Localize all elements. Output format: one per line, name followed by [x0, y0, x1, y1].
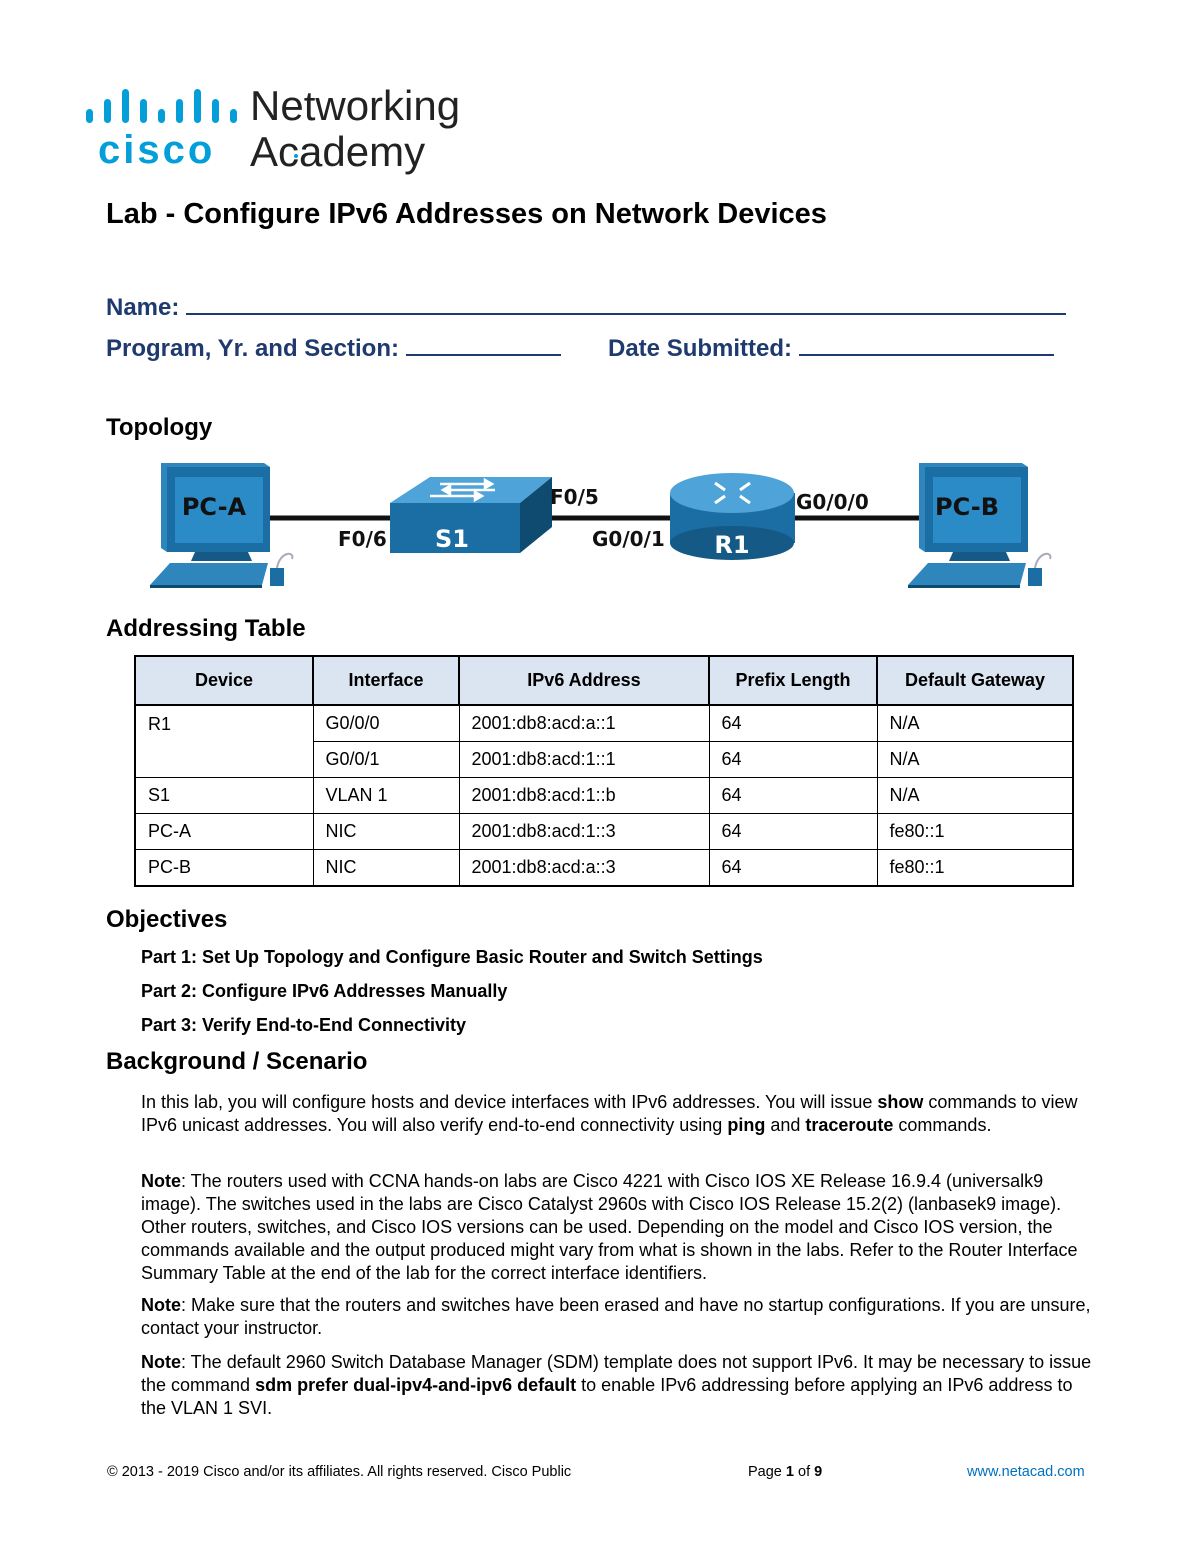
cell-gateway: N/A [877, 705, 1073, 742]
port-g000-label: G0/0/0 [796, 490, 869, 514]
bg-cmd-traceroute: traceroute [805, 1115, 894, 1135]
s1-label: S1 [435, 525, 469, 553]
page-title: Lab - Configure IPv6 Addresses on Network Devices [106, 198, 827, 230]
pc-b-label: PC-B [934, 493, 1000, 521]
cell-gateway: N/A [877, 742, 1073, 778]
table-row [135, 850, 1073, 887]
cisco-networking-academy-logo [82, 82, 482, 183]
page-total: 9 [814, 1464, 823, 1480]
note-label: Note [141, 1352, 181, 1372]
topology-diagram [140, 455, 1060, 595]
objective-part1: Part 1: Set Up Topology and Configure Basic Router and Switch Settings [141, 947, 763, 967]
cell-device: PC-A [135, 814, 313, 850]
topology-heading: Topology [106, 414, 213, 441]
cell-prefix: 64 [709, 814, 877, 850]
program-label: Program, Yr. and Section: [106, 335, 399, 362]
cisco-wordmark: cisco [98, 128, 216, 172]
port-f06-label: F0/6 [338, 527, 387, 551]
page-prefix: Page [748, 1464, 786, 1480]
r1-label: R1 [714, 531, 750, 559]
note-text: : The routers used with CCNA hands-on labs are Cisco 4221 with Cisco IOS XE Release 16.9.4 (universalk9 image). The switches used in the labs are Cisco Catalyst 2960s with Cisco IOS Release 15.2(2) (lanbasek9 image). Other routers, switches, and Cisco IOS versions can be used. Depending on the model and Cisco IOS version, the commands available and the output produced might vary from what is shown in the labs. Refer to the Router Interface Summary Table at the end of the lab for the correct interface identifiers. [141, 1171, 1078, 1283]
cell-device: PC-B [135, 850, 313, 887]
port-f05-label: F0/5 [550, 485, 599, 509]
program-field[interactable] [406, 332, 561, 356]
note-label: Note [141, 1171, 181, 1191]
page-current: 1 [785, 1464, 794, 1480]
name-line [106, 291, 1066, 322]
header-device: Device [135, 656, 313, 705]
date-label: Date Submitted: [608, 335, 793, 362]
bg-text: and [765, 1115, 806, 1135]
cell-interface: NIC [313, 850, 459, 887]
background-heading: Background / Scenario [106, 1048, 368, 1075]
date-line [608, 332, 1054, 363]
cell-prefix: 64 [709, 705, 877, 742]
cell-interface: G0/0/0 [313, 705, 459, 742]
logo-academy: Academy [250, 128, 426, 175]
addressing-heading: Addressing Table [106, 615, 306, 642]
objective-part2: Part 2: Configure IPv6 Addresses Manually [141, 981, 508, 1001]
header-ipv6: IPv6 Address [459, 656, 709, 705]
cell-prefix: 64 [709, 742, 877, 778]
cell-gateway: fe80::1 [877, 814, 1073, 850]
header-prefix: Prefix Length [709, 656, 877, 705]
footer-page-number [748, 1464, 822, 1480]
name-field[interactable] [186, 291, 1066, 315]
pc-a-icon [150, 463, 292, 588]
pc-b-icon [908, 463, 1050, 588]
table-header-row [135, 656, 1073, 705]
note-label: Note [141, 1295, 181, 1315]
cell-interface: NIC [313, 814, 459, 850]
addressing-table [134, 655, 1074, 887]
footer-netacad-link[interactable]: www.netacad.com [967, 1464, 1085, 1480]
port-g001-label: G0/0/1 [592, 527, 665, 551]
cell-prefix: 64 [709, 778, 877, 814]
note-text: : The default 2960 Switch Database Manager (SDM) template does not support IPv6. It may be necessary to issue the command [141, 1352, 1092, 1395]
bg-cmd-ping: ping [727, 1115, 766, 1135]
footer-copyright: © 2013 - 2019 Cisco and/or its affiliates. All rights reserved. Cisco Public [107, 1464, 572, 1480]
note-text: to enable IPv6 addressing before applying an IPv6 address to the VLAN 1 SVI. [141, 1375, 1073, 1418]
note-command: sdm prefer dual-ipv4-and-ipv6 default [255, 1375, 577, 1395]
cell-gateway: N/A [877, 778, 1073, 814]
page-of: of [793, 1464, 815, 1480]
program-line [106, 332, 561, 363]
bg-text: commands. [893, 1115, 992, 1135]
table-row [135, 705, 1073, 742]
cell-ipv6: 2001:db8:acd:1::1 [459, 742, 709, 778]
background-paragraph [141, 1091, 1101, 1137]
cell-ipv6: 2001:db8:acd:1::3 [459, 814, 709, 850]
cell-ipv6: 2001:db8:acd:a::1 [459, 705, 709, 742]
name-label: Name: [106, 294, 180, 321]
note-text: : Make sure that the routers and switches have been erased and have no startup configurations. If you are unsure, contact your instructor. [141, 1295, 1091, 1338]
date-field[interactable] [799, 332, 1054, 356]
cell-interface: G0/0/1 [313, 742, 459, 778]
cell-device: S1 [135, 778, 313, 814]
header-gateway: Default Gateway [877, 656, 1073, 705]
cell-prefix: 64 [709, 850, 877, 887]
cell-ipv6: 2001:db8:acd:a::3 [459, 850, 709, 887]
logo-networking: Networking [250, 82, 461, 129]
objectives-heading: Objectives [106, 906, 228, 933]
header-interface: Interface [313, 656, 459, 705]
cell-interface: VLAN 1 [313, 778, 459, 814]
topology-svg [140, 455, 1060, 595]
objective-part3: Part 3: Verify End-to-End Connectivity [141, 1015, 467, 1035]
bg-cmd-show: show [877, 1092, 924, 1112]
note-1 [141, 1170, 1101, 1285]
note-2 [141, 1294, 1101, 1340]
cell-device: R1 [135, 705, 313, 778]
cell-gateway: fe80::1 [877, 850, 1073, 887]
note-3 [141, 1351, 1101, 1420]
table-row [135, 778, 1073, 814]
bg-text: commands to view IPv6 unicast addresses. You will also verify end-to-end connectivity using [141, 1092, 1078, 1135]
pc-a-label: PC-A [181, 493, 247, 521]
cell-ipv6: 2001:db8:acd:1::b [459, 778, 709, 814]
table-row [135, 814, 1073, 850]
bg-text: In this lab, you will configure hosts and device interfaces with IPv6 addresses. You will issue [141, 1092, 878, 1112]
switch-s1-icon [390, 477, 552, 553]
